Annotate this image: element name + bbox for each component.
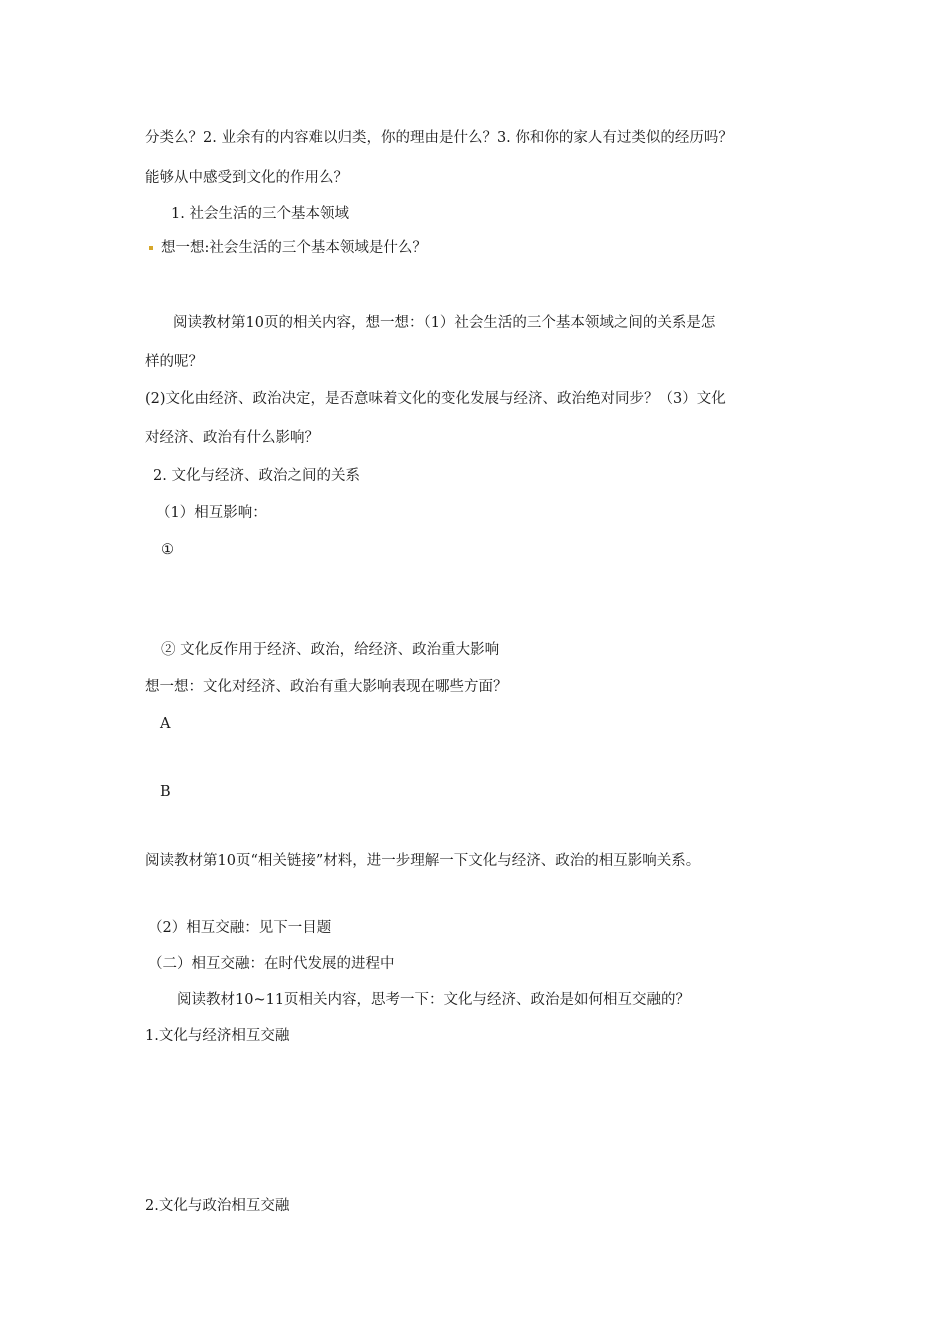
heading-3: 1.文化与经济相互交融	[145, 1028, 290, 1044]
heading-4: 2.文化与政治相互交融	[145, 1198, 290, 1214]
answer-label-b: B	[160, 784, 171, 800]
think-prompt-1	[149, 238, 427, 258]
text-line-2: 能够从中感受到文化的作用么？	[145, 170, 348, 186]
text-line-5: 阅读教材第10页的相关内容，想一想：（1）社会生活的三个基本领域之间的关系是怎	[173, 315, 716, 331]
subheading-1: （1）相互影响：	[156, 505, 267, 521]
item-2: ② 文化反作用于经济、政治，给经济、政治重大影响	[161, 642, 500, 658]
text-line-6: 样的呢？	[145, 354, 203, 370]
think-prompt-2: 想一想：文化对经济、政治有重大影响表现在哪些方面？	[145, 679, 508, 695]
bullet-icon	[149, 246, 153, 250]
section-heading: （二）相互交融：在时代发展的进程中	[148, 956, 395, 972]
think-prompt-1-text: 想一想:社会生活的三个基本领域是什么？	[161, 240, 427, 256]
text-line-19: 阅读教材10~11页相关内容，思考一下：文化与经济、政治是如何相互交融的？	[177, 992, 691, 1008]
answer-label-a: A	[160, 716, 171, 732]
text-line-7: (2)文化由经济、政治决定，是否意味着文化的变化发展与经济、政治绝对同步？（3）文化	[145, 391, 726, 407]
item-marker-1: ①	[161, 542, 174, 558]
text-line-8: 对经济、政治有什么影响？	[145, 430, 319, 446]
heading-2: 2. 文化与经济、政治之间的关系	[153, 468, 360, 484]
heading-1: 1. 社会生活的三个基本领域	[171, 206, 349, 222]
text-line-1: 分类么？2. 业余有的内容难以归类，你的理由是什么？3. 你和你的家人有过类似的经历吗？	[145, 130, 733, 146]
subheading-2: （2）相互交融：见下一目题	[148, 920, 332, 936]
text-line-16: 阅读教材第10页“相关链接”材料，进一步理解一下文化与经济、政治的相互影响关系。	[145, 853, 701, 869]
